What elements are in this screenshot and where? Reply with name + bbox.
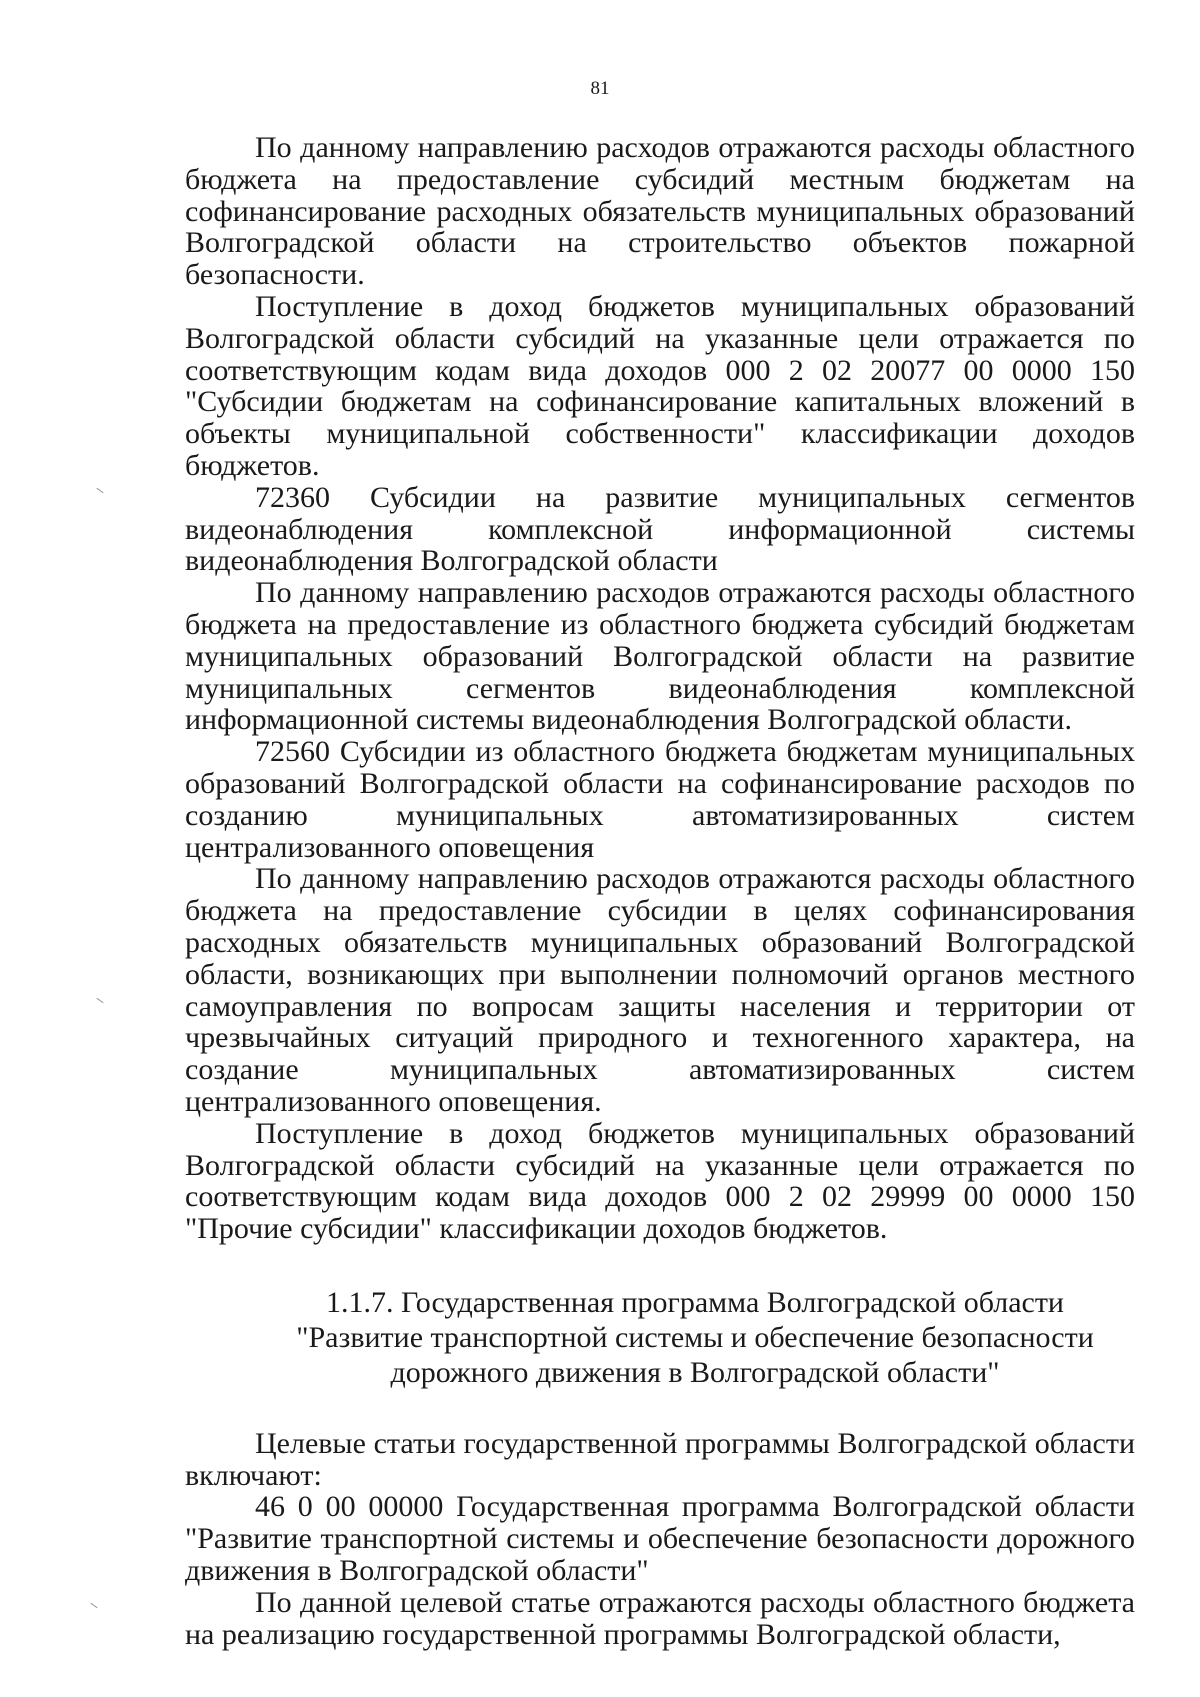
- paragraph: 46 0 00 00000 Государственная программа Волгоградской области "Развитие транспортной системы и обеспечение безопасности дорожного движения в Волгоградской области": [185, 1490, 1135, 1588]
- section-heading: [285, 1285, 1105, 1390]
- paragraph: Целевые статьи государственной программы Волгоградской области включают:: [185, 1426, 1135, 1492]
- section-heading-line: 1.1.7. Государственная программа Волгоградской области: [325, 1285, 1064, 1319]
- scan-artifact: [96, 998, 103, 1003]
- paragraph: По данному направлению расходов отражаются расходы областного бюджета на предоставление из областного бюджета субсидий бюджетам муниципальных образований Волгоградской области на развитие муниципальных сегментов видеонаблюдения комплексной информационной системы видеонаблюдения Волгоградской области.: [185, 576, 1135, 737]
- paragraph: Поступление в доход бюджетов муниципальных образований Волгоградской области субсидий на указанные цели отражается по соответствующим кодам вида доходов 000 2 02 29999 00 0000 150 "Прочие субсидии" классификации доходов бюджетов.: [185, 1116, 1135, 1246]
- paragraph: Поступление в доход бюджетов муниципальных образований Волгоградской области субсидий на указанные цели отражается по соответствующим кодам вида доходов 000 2 02 20077 00 0000 150 "Субсидии бюджетам на софинансирование капитальных вложений в объекты муниципальной собственности" классификации доходов бюджетов.: [185, 289, 1135, 482]
- paragraph: По данной целевой статье отражаются расходы областного бюджета на реализацию государственной программы Волгоградской области,: [185, 1585, 1135, 1651]
- paragraph: По данному направлению расходов отражаются расходы областного бюджета на предоставление субсидии в целях софинансирования расходных обязательств муниципальных образований Волгоградской области, возникающих при выполнении полномочий органов местного самоуправления по вопросам защиты населения и территории от чрезвычайных ситуаций природного и техногенного характера, на создание муниципальных автоматизированных систем централизованного оповещения.: [185, 862, 1135, 1118]
- paragraph: 72560 Субсидии из областного бюджета бюджетам муниципальных образований Волгоградской области на софинансирование расходов по созданию муниципальных автоматизированных систем централизованного оповещения: [185, 735, 1135, 864]
- paragraph: По данному направлению расходов отражаются расходы областного бюджета на предоставление субсидий местным бюджетам на софинансирование расходных обязательств муниципальных образований Волгоградской области на строительство объектов пожарной безопасности.: [185, 131, 1135, 292]
- section-heading-line: "Развитие транспортной системы и обеспечение безопасности: [296, 1320, 1094, 1354]
- paragraph: 72360 Субсидии на развитие муниципальных сегментов видеонаблюдения комплексной информационной системы видеонаблюдения Волгоградской области: [185, 480, 1135, 578]
- scan-artifact: [90, 1603, 97, 1608]
- section-heading-line: дорожного движения в Волгоградской области": [390, 1355, 1000, 1389]
- document-body: [185, 132, 1135, 1650]
- page-number: 81: [590, 78, 610, 99]
- scan-artifact: [96, 488, 103, 493]
